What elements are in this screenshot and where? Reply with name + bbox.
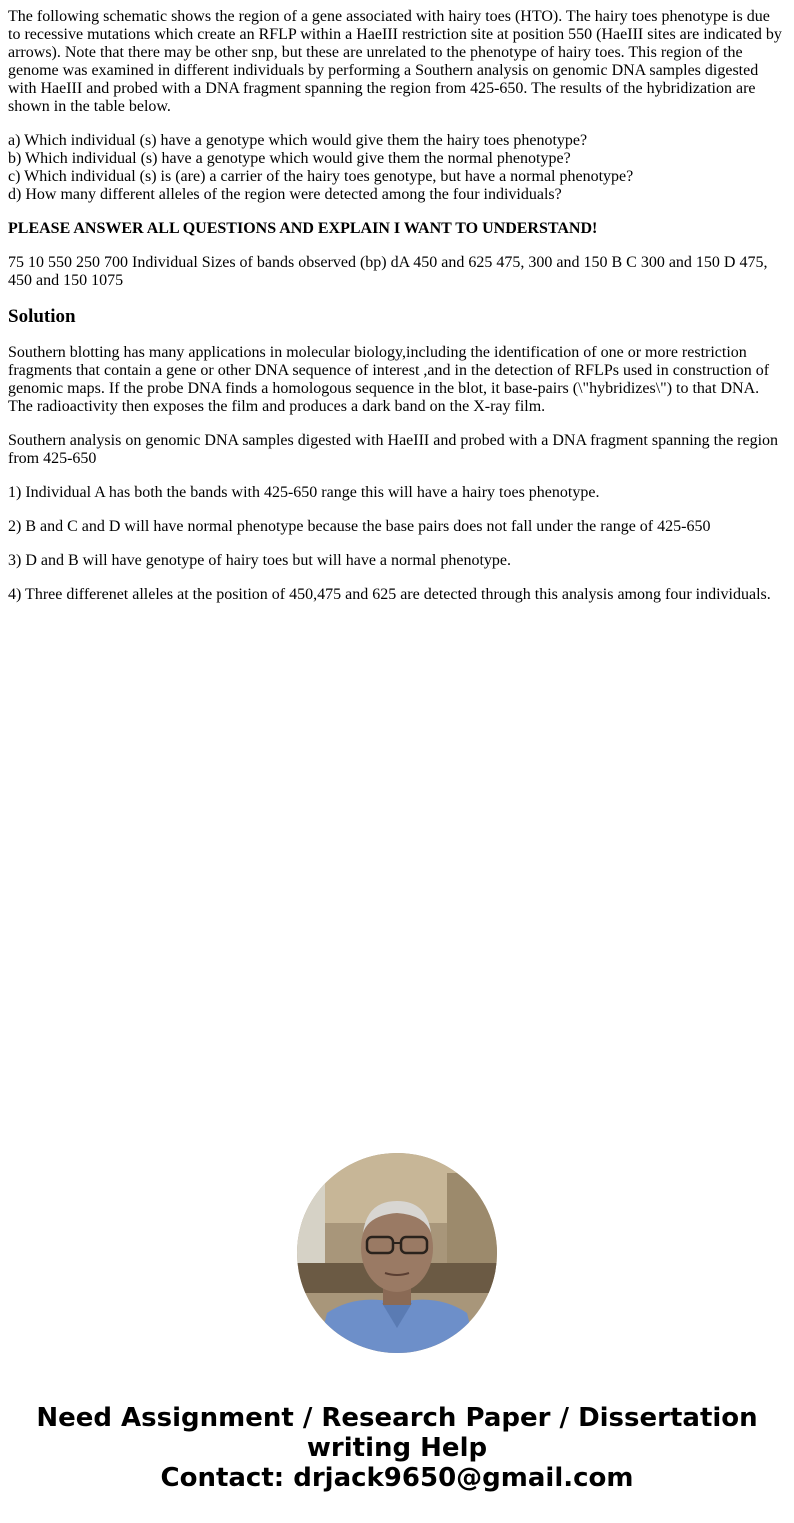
author-portrait-image [297, 1153, 497, 1353]
question-b: b) Which individual (s) have a genotype which would give them the normal phenotype? [8, 150, 571, 167]
solution-paragraph: Southern blotting has many applications in molecular biology,including the identification of one or more restriction fragments that contain a gene or other DNA sequence of interest ,and in the detection of RFLPs used in construction of genomic maps. If the probe DNA finds a homologous sequence in the blot, it base-pairs (\"hybridizes\") to that DNA. The radioactivity then exposes the film and produces a dark band on the X-ray film. [8, 344, 770, 415]
solution-answer-4: 4) Three differenet alleles at the position of 450,475 and 625 are detected through this analysis among four individuals. [8, 586, 771, 603]
solution-heading: Solution [8, 306, 76, 327]
solution-answer-1: 1) Individual A has both the bands with 425-650 range this will have a hairy toes phenotype. [8, 484, 600, 501]
promo-banner [0, 1403, 794, 1493]
author-avatar [297, 1153, 497, 1353]
question-list [8, 132, 786, 204]
question-table-text: 75 10 550 250 700 Individual Sizes of bands observed (bp) dA 450 and 625 475, 300 and 150 B C 300 and 150 D 475, 450 and 150 1075 [8, 254, 768, 289]
question-d: d) How many different alleles of the region were detected among the four individuals? [8, 186, 562, 203]
question-c: c) Which individual (s) is (are) a carrier of the hairy toes genotype, but have a normal phenotype? [8, 168, 634, 185]
promo-line-1: Need Assignment / Research Paper / Dissertation [36, 1403, 758, 1433]
question-intro: The following schematic shows the region of a gene associated with hairy toes (HTO). The hairy toes phenotype is due to recessive mutations which create an RFLP within a HaeIII restriction site at position 550 (HaeIII sites are indicated by arrows). Note that there may be other snp, but these are unrelated to the phenotype of hairy toes. This region of the genome was examined in different individuals by performing a Southern analysis on genomic DNA samples digested with HaeIII and probed with a DNA fragment spanning the region from 425-650. The results of the hybridization are shown in the table below. [8, 8, 782, 115]
question-emphasis: PLEASE ANSWER ALL QUESTIONS AND EXPLAIN I WANT TO UNDERSTAND! [8, 220, 598, 237]
promo-line-2: writing Help [306, 1433, 488, 1463]
promo-contact: Contact: drjack9650@gmail.com [160, 1463, 634, 1493]
solution-answer-2: 2) B and C and D will have normal phenotype because the base pairs does not fall under the range of 425-650 [8, 518, 711, 535]
document-body [0, 0, 794, 604]
question-a: a) Which individual (s) have a genotype which would give them the hairy toes phenotype? [8, 132, 588, 149]
solution-answer-3: 3) D and B will have genotype of hairy toes but will have a normal phenotype. [8, 552, 511, 569]
solution-paragraph: Southern analysis on genomic DNA samples digested with HaeIII and probed with a DNA fragment spanning the region from 425-650 [8, 432, 779, 467]
